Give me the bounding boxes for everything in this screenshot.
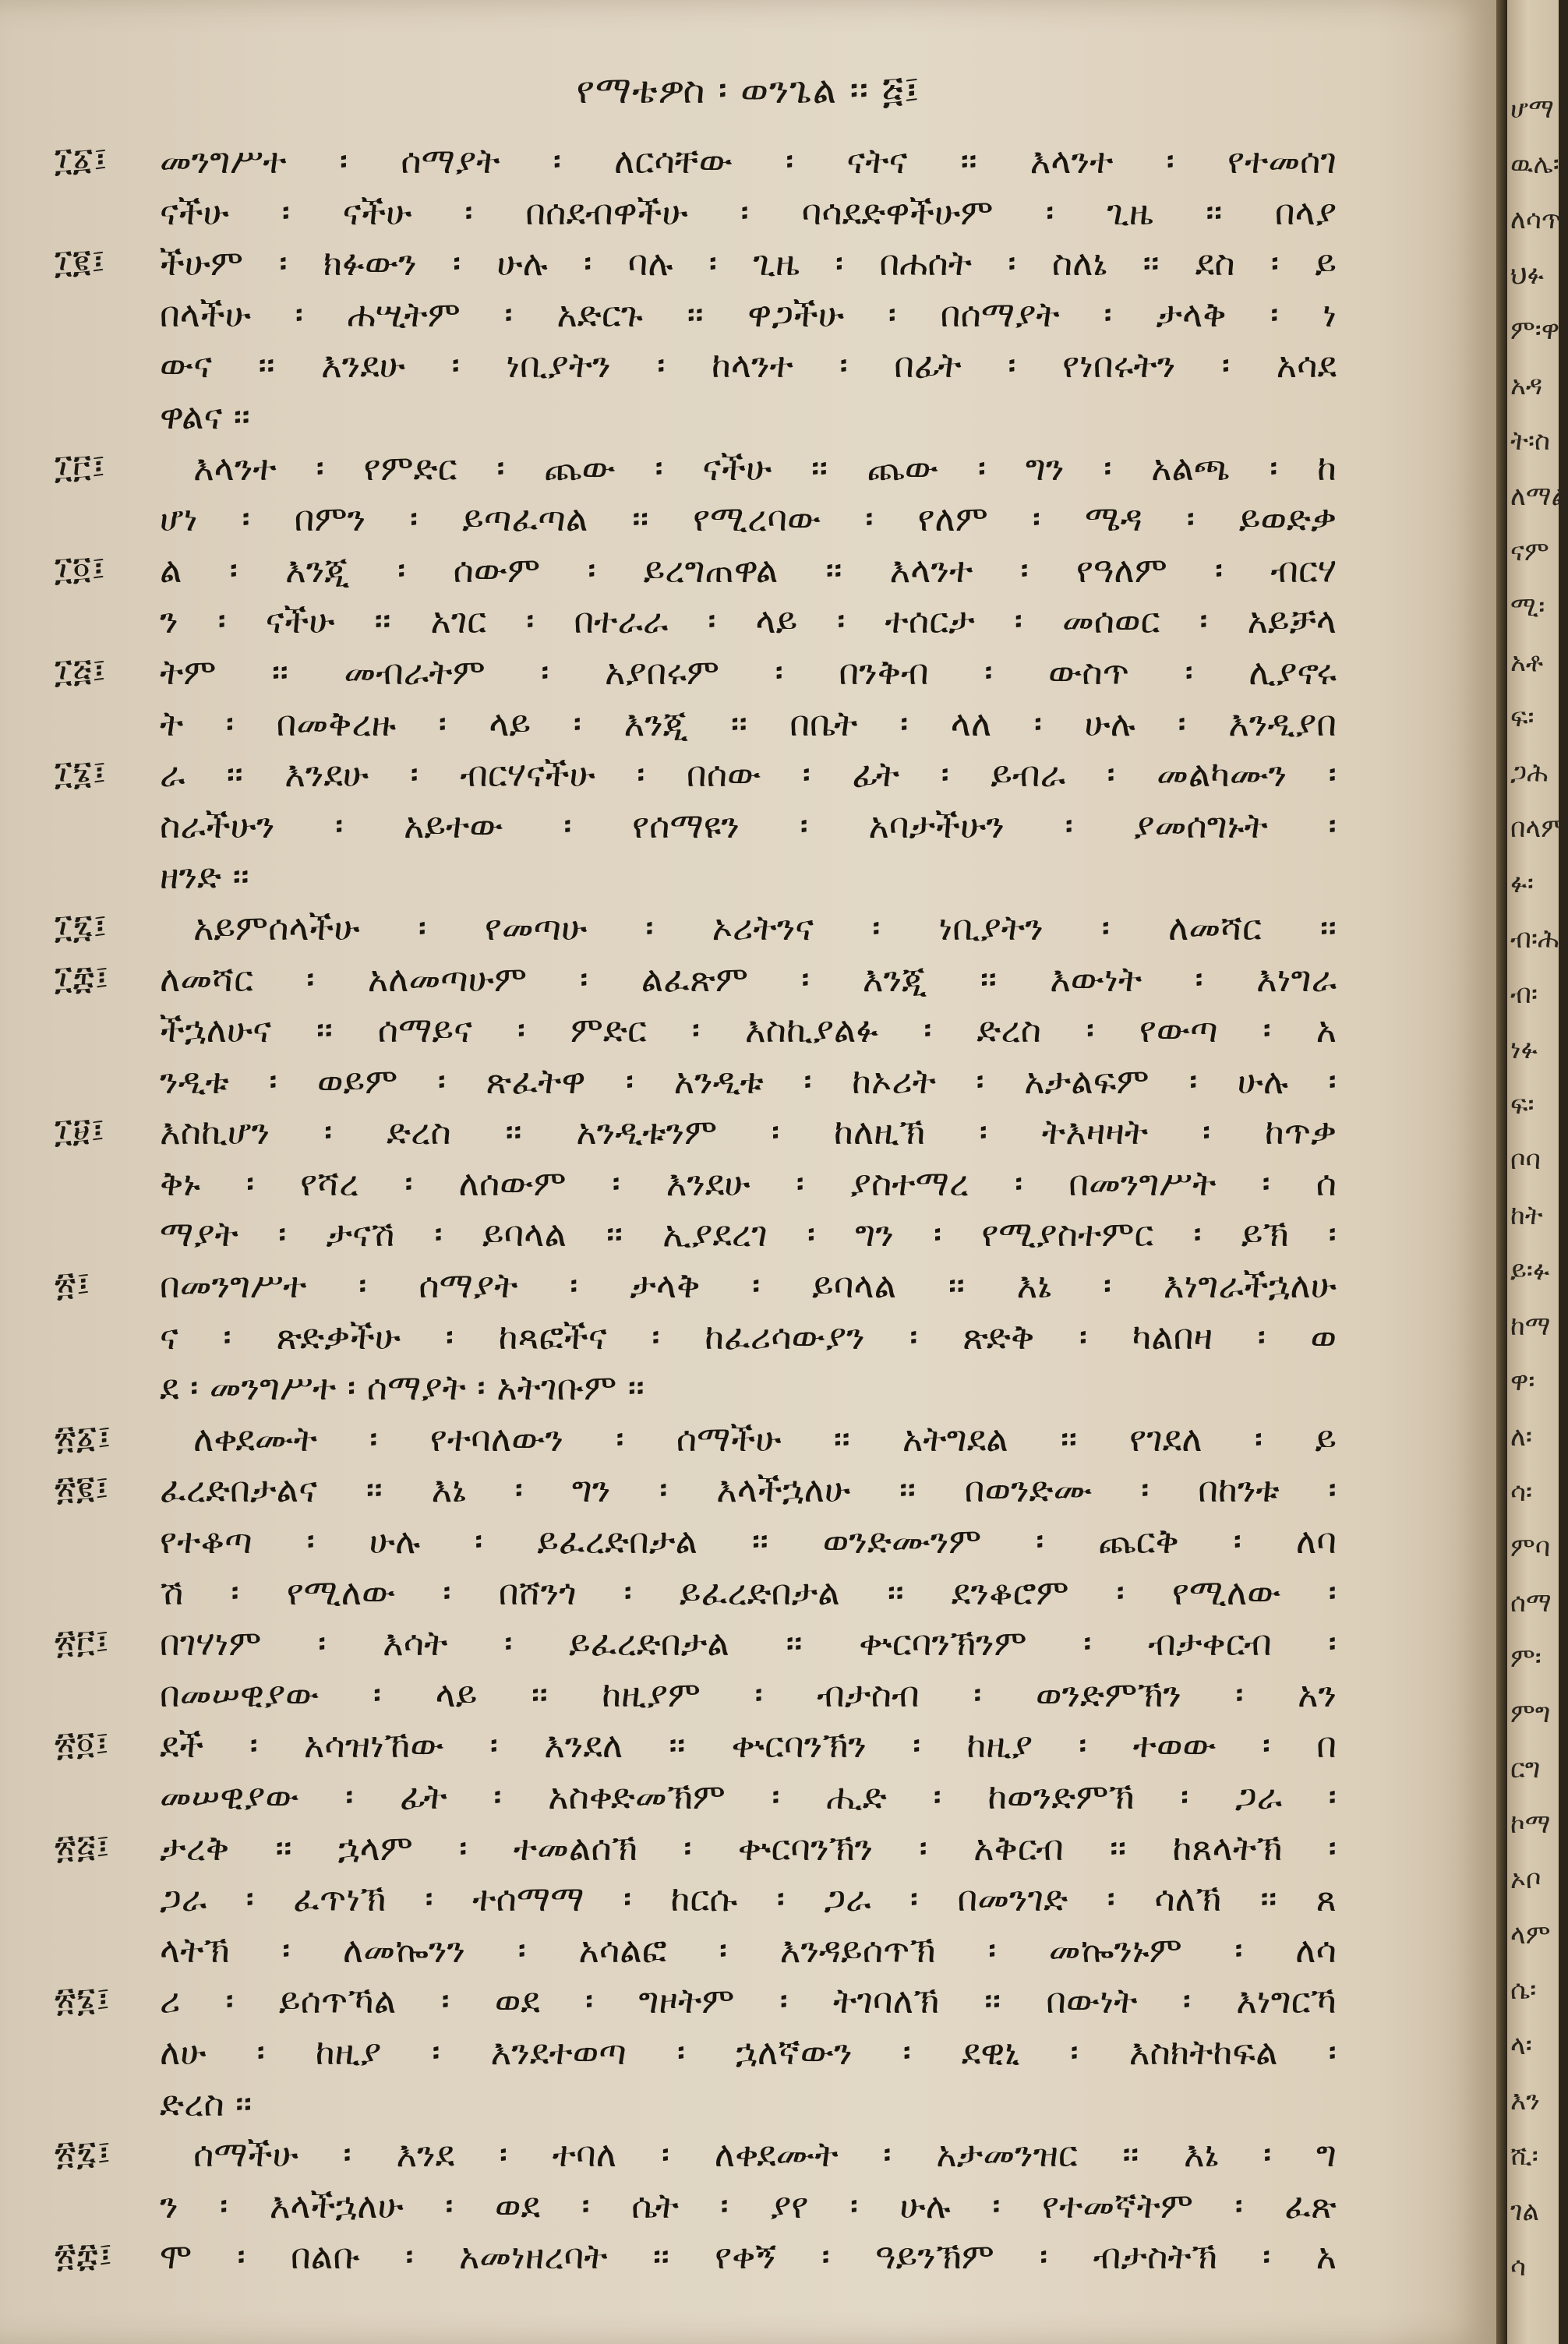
facing-page-fragment: ብ፡ሕ <box>1510 923 1559 955</box>
facing-page-fragment: ሰማ <box>1510 1587 1552 1619</box>
verse-number: ፳፪፤ <box>55 1469 110 1508</box>
facing-page-fragment: ህፉ <box>1510 259 1545 291</box>
text-line <box>0 1619 1496 1671</box>
verse-text: ት ፡ በመቅረዙ ፡ ላይ ፡ እንጂ ፡፡ በቤት ፡ ላለ ፡ ሁሉ ፡ እንዲያበ <box>160 702 1337 744</box>
text-line <box>0 2080 1496 2131</box>
text-line <box>0 1160 1496 1211</box>
verse-number: ፲፰፤ <box>55 958 110 997</box>
verse-text: ጋራ ፡ ፈጥነኽ ፡ ተሰማማ ፡ ከርሱ ፡ ጋራ ፡ በመንገድ ፡ ሳለኽ ፡፡ ጸ <box>160 1878 1337 1920</box>
verse-text: አይምሰላችሁ ፡ የመጣሁ ፡ ኦሪትንና ፡ ነቢያትን ፡ ለመሻር ፡፡ <box>193 906 1337 948</box>
text-line <box>0 137 1496 189</box>
facing-page-fragment: ርግ <box>1510 1753 1541 1784</box>
facing-page-fragment: ዋ፡ <box>1510 1366 1535 1397</box>
text-line <box>0 2182 1496 2233</box>
verse-number: ፲፬፤ <box>55 549 106 588</box>
verse-text: ቅኑ ፡ የሻረ ፡ ለሰውም ፡ እንደሁ ፡ ያስተማረ ፡ በመንግሥት ፡ ሰ <box>160 1162 1337 1204</box>
verse-text: ችሁም ፡ ክፉውን ፡ ሁሉ ፡ ባሉ ፡ ጊዜ ፡ በሐሰት ፡ ስለኔ ፡፡ ደስ ፡ ይ <box>160 242 1337 284</box>
verse-text: ናችሁ ፡ ናችሁ ፡ በሰደብዋችሁ ፡ ባሳደድዋችሁም ፡ ጊዜ ፡፡ በላያ <box>160 191 1337 233</box>
facing-page-fragment: ሳ፡ <box>1510 1477 1533 1508</box>
verse-number: ፲፪፤ <box>55 242 106 281</box>
text-line <box>0 1415 1496 1467</box>
verse-text: ታረቅ ፡፡ ኋላም ፡ ተመልሰኽ ፡ ቍርባንኽን ፡ አቅርብ ፡፡ ከጸላትኽ ፡ <box>160 1827 1337 1869</box>
verse-text: ሆነ ፡ በምን ፡ ይጣፈጣል ፡፡ የሚረባው ፡ የለም ፡ ሜዳ ፡ ይወድቃ <box>160 498 1337 540</box>
text-line <box>0 2233 1496 2284</box>
verse-number: ፳፩፤ <box>55 1417 112 1456</box>
facing-page-fragment: ም፡ <box>1510 1643 1542 1674</box>
text-line <box>0 444 1496 496</box>
facing-page-fragment: ኦቦ <box>1510 1864 1542 1895</box>
text-line <box>0 1773 1496 1824</box>
facing-page-fragment: ከት <box>1510 1200 1543 1231</box>
text-line <box>0 1569 1496 1620</box>
facing-page-fragment: ብ፡ <box>1510 979 1538 1010</box>
text-line <box>0 1977 1496 2028</box>
text-line <box>0 291 1496 342</box>
verse-text: ን ፡ ናችሁ ፡፡ አገር ፡ በተራራ ፡ ላይ ፡ ተሰርታ ፡ መሰወር ፡ አይቻላ <box>160 600 1337 642</box>
verse-text: የተቆጣ ፡ ሁሉ ፡ ይፈረድበታል ፡፡ ወንድሙንም ፡ ጨርቅ ፡ ለባ <box>160 1520 1337 1562</box>
facing-page-fragment: ጋሕ <box>1510 757 1549 789</box>
facing-page-fragment: ላም <box>1510 1919 1551 1950</box>
facing-page-fragment: ለ፡ <box>1510 1421 1532 1453</box>
facing-page-fragment: ፍ፡ <box>1510 1089 1534 1121</box>
facing-page-fragment: ም፡ዋ <box>1510 315 1560 346</box>
verse-text: ዘንድ ፡፡ <box>160 856 249 898</box>
verse-text: ንዲቱ ፡ ወይም ፡ ጽፈትዋ ፡ አንዲቱ ፡ ከኦሪት ፡ አታልፍም ፡ ሁሉ ፡ <box>160 1060 1337 1102</box>
facing-page-fragment: ላ፡ <box>1510 2030 1532 2061</box>
text-line <box>0 495 1496 546</box>
text-line <box>0 189 1496 240</box>
verse-text: ሽ ፡ የሚለው ፡ በሸንጎ ፡ ይፈረድበታል ፡፡ ደንቆሮም ፡ የሚለው ፡ <box>160 1571 1337 1613</box>
facing-page-fragment: አቶ <box>1510 647 1544 678</box>
facing-page-fragment: ፉ፡ <box>1510 868 1534 899</box>
text-line <box>0 546 1496 598</box>
verse-text: በመንግሥተ ፡ ሰማያት ፡ ታላቅ ፡ ይባላል ፡፡ እኔ ፡ እነግራችኋለሁ <box>160 1265 1337 1307</box>
verse-number: ፳፬፤ <box>55 1724 110 1763</box>
book-gutter <box>1496 0 1507 2344</box>
verse-text: ደች ፡ አሳዝነኸው ፡ እንደለ ፡፡ ቍርባንኽን ፡ ከዚያ ፡ ተወው ፡ በ <box>160 1724 1337 1767</box>
facing-page-fragment: ፍ፡ <box>1510 702 1534 733</box>
verse-text: ስራችሁን ፡ አይተው ፡ የሰማዩን ፡ አባታችሁን ፡ ያመሰግኑት ፡ <box>160 804 1337 846</box>
verse-text: ላትኽ ፡ ለመኰንን ፡ አሳልፎ ፡ እንዳይሰጥኽ ፡ መኰንኑም ፡ ለሳ <box>160 1929 1337 1971</box>
verse-text: ትም ፡፡ መብራትም ፡ አያበሩም ፡ በንቅብ ፡ ውስጥ ፡ ሊያኖሩ <box>160 651 1337 693</box>
verse-number: ፳፫፤ <box>55 1622 110 1661</box>
text-line <box>0 1671 1496 1722</box>
facing-page-fragment: ምባ <box>1510 1532 1551 1563</box>
verse-number: ፳፰፤ <box>55 2236 113 2275</box>
text-line <box>0 1006 1496 1057</box>
verse-text: በላችሁ ፡ ሐሢትም ፡ አድርጉ ፡፡ ዋጋችሁ ፡ በሰማያት ፡ ታላቅ ፡ ነ <box>160 293 1337 335</box>
text-line <box>0 1875 1496 1926</box>
text-line <box>0 750 1496 802</box>
facing-page-fragment: ለሳጥ <box>1510 204 1562 235</box>
verse-text: ሪ ፡ ይሰጥኻል ፡ ወደ ፡ ግዞትም ፡ ትገባለኽ ፡፡ በውነት ፡ እነግርኻ <box>160 1980 1337 2022</box>
facing-page-fragment: ሚ፡ <box>1510 591 1545 623</box>
facing-page-fragment: ኮማ <box>1510 1809 1551 1840</box>
facing-page-fragment: ከማ <box>1510 1311 1551 1342</box>
verse-text: ፈረድበታልና ፡፡ እኔ ፡ ግን ፡ እላችኋለሁ ፡፡ በወንድሙ ፡ በከንቱ ፡ <box>160 1469 1337 1511</box>
page-title: የማቴዎስ ፡ ወንጌል ፡፡ ፭፤ <box>576 69 920 112</box>
facing-page-fragment: በላም <box>1510 813 1566 844</box>
verse-text: ለሁ ፡ ከዚያ ፡ እንደተወጣ ፡ ኋለኛውን ፡ ደዊኒ ፡ እስክትከፍል ፡ <box>160 2031 1337 2073</box>
text-line <box>0 648 1496 700</box>
verse-text: ውና ፡፡ እንደሁ ፡ ነቢያትን ፡ ከላንተ ፡ በፊት ፡ የነበሩትን ፡ አሳደ <box>160 344 1337 387</box>
facing-page-fragment: ዉሌ፡ <box>1510 149 1559 180</box>
verse-text: ሰማችሁ ፡ እንደ ፡ ተባለ ፡ ለቀደሙት ፡ አታመንዝር ፡፡ እኔ ፡ ግ <box>193 2134 1337 2176</box>
facing-page-fragment: ቦባ <box>1510 1145 1541 1176</box>
verse-text: ድረስ ፡፡ <box>160 2082 253 2124</box>
text-line <box>0 239 1496 291</box>
facing-page-fragment: ምግ <box>1510 1698 1551 1729</box>
verse-number: ፲፫፤ <box>55 447 106 485</box>
verse-number: ፳፭፤ <box>55 1827 111 1866</box>
text-line <box>0 1364 1496 1415</box>
text-line <box>0 1210 1496 1262</box>
text-line <box>0 955 1496 1007</box>
verse-text: ራ ፡፡ እንደሁ ፡ ብርሃናችሁ ፡ በሰው ፡ ፊት ፡ ይብራ ፡ መልካሙን ፡ <box>160 754 1337 796</box>
facing-page-fragment: አዳ <box>1510 370 1543 401</box>
verse-number: ፲፯፤ <box>55 906 108 945</box>
text-line <box>0 1466 1496 1517</box>
verse-text: ሞ ፡ በልቡ ፡ አመነዘረባት ፡፡ የቀኝ ፡ ዓይንኽም ፡ ብታስትኽ ፡ አ <box>160 2236 1337 2278</box>
verse-text: ና ፡ ጽድቃችሁ ፡ ከጻፎችና ፡ ከፈሪሳውያን ፡ ጽድቅ ፡ ካልበዛ ፡ ወ <box>160 1315 1337 1357</box>
facing-page-fragment: ይ፡ፉ <box>1510 1255 1550 1287</box>
verse-text: ለቀደሙት ፡ የተባለውን ፡ ሰማችሁ ፡፡ አትግደል ፡፡ የገደለ ፡ ይ <box>193 1417 1337 1460</box>
verse-text: እስኪሆን ፡ ድረስ ፡፡ አንዲቱንም ፡ ከለዚኽ ፡ ትእዛዛት ፡ ከጥቃ <box>160 1111 1337 1153</box>
facing-page-fragment: ሆማ <box>1510 94 1554 125</box>
verse-text: በገሃነም ፡ እሳት ፡ ይፈረድበታል ፡፡ ቍርባንኽንም ፡ ብታቀርብ ፡ <box>160 1622 1337 1664</box>
verse-text: ዋልና ፡፡ <box>160 395 250 437</box>
verse-text: መሠዊያው ፡ ፊት ፡ አስቀድመኽም ፡ ሒድ ፡ ከወንድምኽ ፡ ጋራ ፡ <box>160 1776 1337 1817</box>
verse-text: እላንተ ፡ የምድር ፡ ጨው ፡ ናችሁ ፡፡ ጨው ፡ ግን ፡ አልጫ ፡ ከ <box>193 447 1337 489</box>
text-line <box>0 393 1496 444</box>
verse-text: ል ፡ እንጂ ፡ ሰውም ፡ ይረግጠዋል ፡፡ እላንተ ፡ የዓለም ፡ ብርሃ <box>160 549 1337 591</box>
facing-page-fragment: ሳ <box>1510 2251 1526 2282</box>
verse-text: ማያት ፡ ታናሽ ፡ ይባላል ፡፡ ኢያደረገ ፡ ግን ፡ የሚያስተምር ፡ ይኽ ፡ <box>160 1213 1337 1255</box>
facing-page-fragment: ሺ፡ <box>1510 2141 1538 2172</box>
verse-number: ፲፮፤ <box>55 754 108 793</box>
verse-number: ፲፭፤ <box>55 651 107 690</box>
verse-number: ፲፩፤ <box>55 140 108 178</box>
text-line <box>0 1262 1496 1313</box>
verse-number: ፳፮፤ <box>55 1980 111 2019</box>
facing-page-fragment: ለማል <box>1510 481 1568 512</box>
verse-number: ፲፱፤ <box>55 1111 105 1150</box>
text-line <box>0 1108 1496 1160</box>
verse-text: ን ፡ እላችኋለሁ ፡ ወደ ፡ ሴት ፡ ያየ ፡ ሁሉ ፡ የተመኛትም ፡ ፈጽ <box>160 2184 1337 2226</box>
text-line <box>0 2028 1496 2080</box>
facing-page-fragment: ነፉ <box>1510 1034 1538 1065</box>
verse-number: ፳፤ <box>55 1265 91 1304</box>
text-line <box>0 341 1496 393</box>
verse-number: ፳፯፤ <box>55 2134 111 2173</box>
verse-text: ደ ፡ መንግሥተ ፡ ሰማያት ፡ አትገቡም ፡፡ <box>160 1367 645 1409</box>
facing-page-fragment: ሴ፡ <box>1510 1975 1537 2006</box>
text-line <box>0 1517 1496 1569</box>
text-line <box>0 597 1496 648</box>
verse-text: ችኋለሁና ፡፡ ሰማይና ፡ ምድር ፡ እስኪያልፉ ፡ ድረስ ፡ የውጣ ፡ አ <box>160 1009 1337 1051</box>
facing-page-edge <box>1507 0 1568 2344</box>
text-line <box>0 1926 1496 1978</box>
text-line <box>0 1721 1496 1773</box>
verse-text: መንግሥተ ፡ ሰማያት ፡ ለርሳቸው ፡ ናትና ፡፡ እላንተ ፡ የተመሰገ <box>160 140 1337 182</box>
text-line <box>0 1824 1496 1876</box>
verse-text: በመሠዊያው ፡ ላይ ፡፡ ከዚያም ፡ ብታስብ ፡ ወንድምኽን ፡ አን <box>160 1673 1337 1715</box>
text-line <box>0 802 1496 853</box>
facing-page-fragment: እን <box>1510 2085 1540 2116</box>
facing-page-fragment: ገል <box>1510 2196 1540 2227</box>
verse-text: ለመሻር ፡ አለመጣሁም ፡ ልፈጽም ፡ እንጂ ፡፡ እውነት ፡ እነግራ <box>160 958 1337 1000</box>
text-line <box>0 904 1496 955</box>
scripture-text <box>0 137 1496 2284</box>
text-line <box>0 2130 1496 2182</box>
text-line <box>0 1313 1496 1364</box>
text-line <box>0 1057 1496 1109</box>
text-line <box>0 853 1496 904</box>
facing-page-fragment: ናም <box>1510 536 1549 567</box>
facing-page-fragment: ት፡ስ <box>1510 425 1550 457</box>
text-line <box>0 700 1496 751</box>
